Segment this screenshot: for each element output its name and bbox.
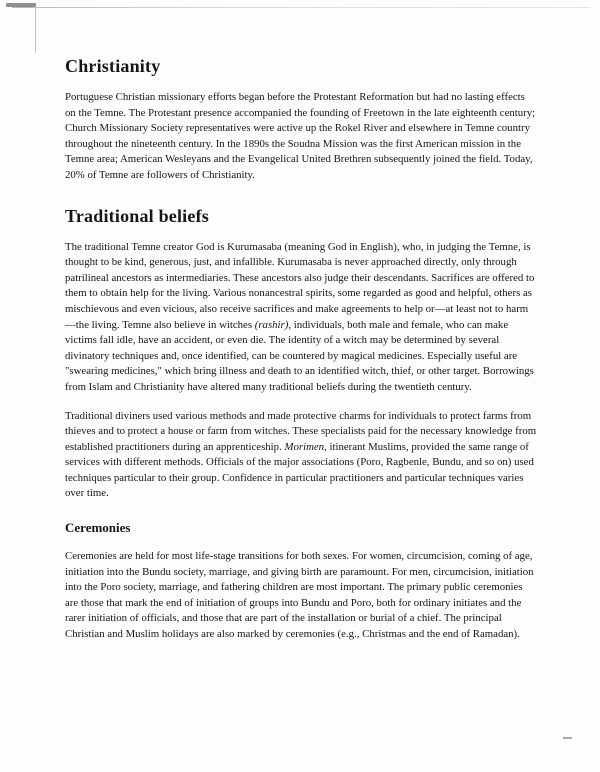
paragraph-text: The traditional Temne creator God is Kurumasaba (meaning God in English), who, in judging the Temne, is thought to be kind, generous, just, and infallible. Kurumasaba is never approached directly, only through patrilineal ancestors as intermediaries. These ancestors also judge their descendants. Sacrifices are offered to them to obtain help for the living. Various nonancestral spirits, some regarded as good and helpful, others as mischievous and even vicious, also receive sacrifices and make agreements to help or—at least not to harm—the living. Temne also believe in witches bbox=[65, 240, 535, 331]
paragraph-traditional-beliefs-1 bbox=[65, 240, 538, 396]
scan-artifact-left-edge bbox=[35, 7, 36, 53]
paragraph-ceremonies-1: Ceremonies are held for most life-stage transitions for both sexes. For women, circumcision, coming of age, initiation into the Bundu society, marriage, and giving birth are paramount. For men, circumcision, initiation into the Poro society, marriage, and fathering children are most important. The primary public ceremonies are those that mark the end of initiation of groups into Bundu and Poro, both for ordinary initiates and the rarer initiation of officials, and those that are part of the installation or burial of a chief. The principal Christian and Muslim holidays are also marked by ceremonies (e.g., Christmas and the end of Ramadan). bbox=[65, 550, 534, 641]
paragraph-christianity-1: Portuguese Christian missionary efforts began before the Protestant Reformation but had no lasting effects on the Temne. The Protestant presence accompanied the founding of Freetown in the late eighteenth century; Church Missionary Society representatives were active up the Rokel River and elsewhere in Temne country throughout the nineteenth century. In the 1890s the Soudna Mission was the first American mission in the Temne area; American Wesleyans and the Evangelical United Brethren subsequently joined the field. Today, 20% of Temne are followers of Christianity. bbox=[65, 91, 536, 181]
italic-term-rashir: (rashir) bbox=[254, 318, 289, 331]
section-heading-traditional-beliefs: Traditional beliefs bbox=[65, 205, 209, 226]
section-heading-christianity: Christianity bbox=[65, 56, 161, 76]
paragraph-text: Traditional diviners used various methods and made protective charms for individuals to protect farms from thieves and to protect a house or farm from witches. These specialists paid for the necessary knowledge from established practitioners during an apprenticeship. bbox=[65, 409, 537, 453]
section-heading-ceremonies: Ceremonies bbox=[65, 520, 131, 536]
paragraph-traditional-beliefs-2 bbox=[65, 409, 538, 503]
scan-artifact-top-edge bbox=[12, 7, 590, 8]
scan-artifact-bottom-tick bbox=[563, 737, 572, 739]
italic-term-morimen: Morimen bbox=[284, 440, 325, 453]
paragraph-text: , individuals, both male and female, who can make victims fall idle, have an accident, or even die. The identity of a witch may be determined by several divinatory techniques and, once identified, can be countered by magical medicines. Especially useful are "swearing medicines," which bring illness and death to an identified witch, thief, or other target. Borrowings from Islam and Christianity have altered many traditional beliefs during the twentieth century. bbox=[65, 318, 534, 393]
paragraph-text: , itinerant Muslims, provided the same range of services with different methods. Officials of the major associations (Poro, Ragbenle, Bundu, and so on) used techniques particular to their group. Confidence in particular practitioners and particular techniques varies over time. bbox=[65, 440, 534, 500]
